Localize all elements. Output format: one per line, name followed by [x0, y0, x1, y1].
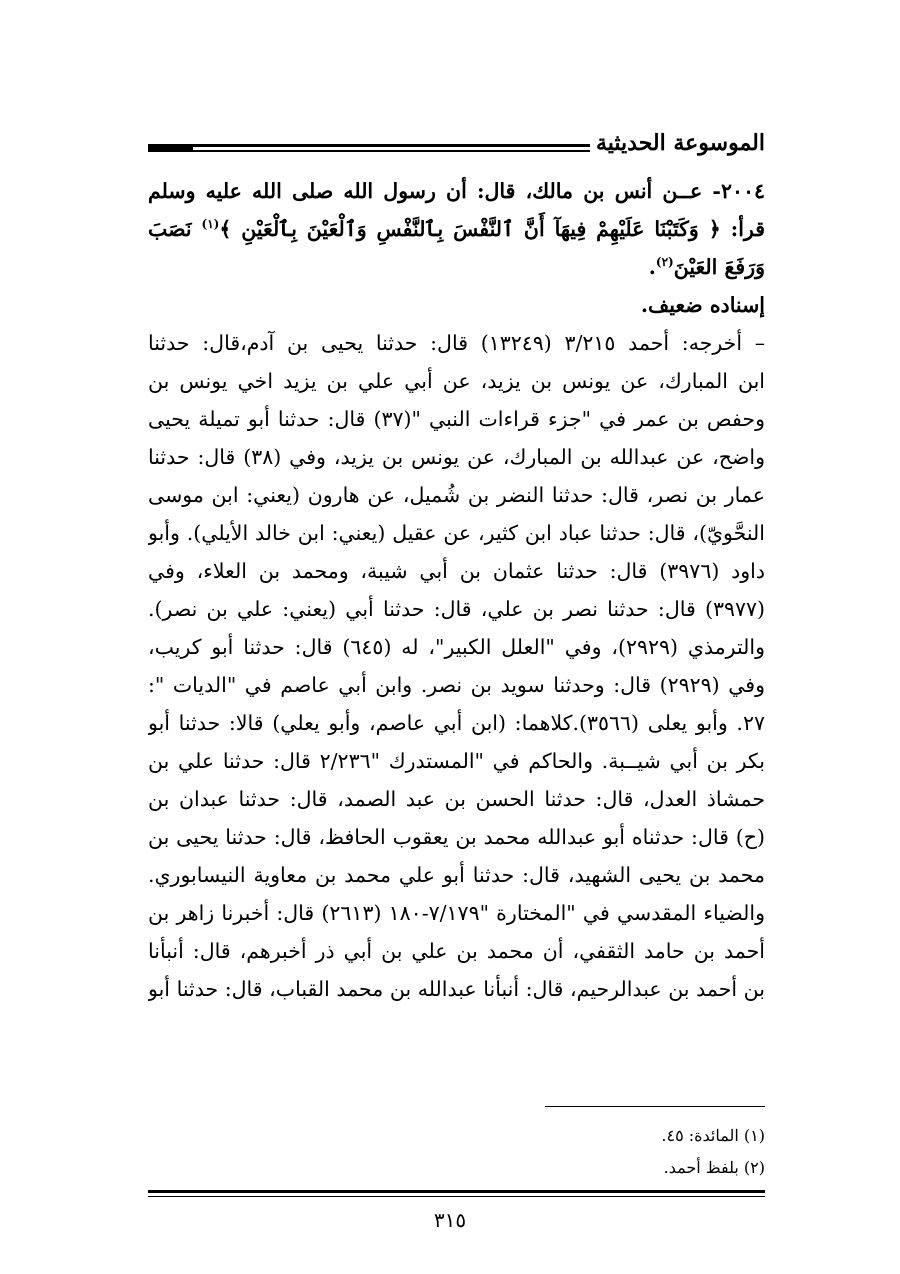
hadith-quran-prefix: قرأ: ﴿ — [698, 217, 765, 241]
isnad-grading: إسناده ضعيف. — [640, 293, 765, 317]
hadith-quran-suffix: نَصَبَ — [148, 217, 192, 241]
takhrij-line: (ح) قال: حدثناه أبو عبدالله محمد بن يعقوب الحافظ، قال: حدثنا يحيى بن — [148, 825, 765, 849]
takhrij-line: وفي (٢٩٢٩) قال: وحدثنا سويد بن نصر. وابن أبي عاصم في "الديات ": — [148, 673, 765, 697]
takhrij-line: والترمذي (٢٩٢٩)، وفي "العلل الكبير"، له (٦٤٥) قال: حدثنا أبو كريب، — [148, 635, 765, 659]
page-number: ٣١٥ — [433, 1208, 467, 1232]
takhrij-line: النحَّويّ)، قال: حدثنا عباد ابن كثير، عن عقيل (يعني: ابن خالد الأيلي). وأبو — [148, 521, 765, 545]
takhrij-line: واضح، عن عبدالله بن المبارك، عن يونس بن يزيد، وفي (٣٨) قال: حدثنا — [148, 445, 765, 469]
takhrij-line: ابن المبارك، عن يونس بن يزيد، عن أبي علي بن يزيد اخي يونس بن — [148, 369, 765, 393]
footnote-2: (٢) بلفظ أحمد. — [663, 1158, 765, 1177]
hadith-quran-line — [148, 210, 765, 248]
header-bar-end — [148, 146, 193, 151]
takhrij-line: – أخرجه: أحمد ٣/٢١٥ (١٣٢٤٩) قال: حدثنا يحيى بن آدم،قال: حدثنا — [148, 331, 765, 355]
hadith-last-end: . — [648, 255, 656, 279]
hadith-last-text: وَرَفَعَ العَيْنَ — [673, 255, 765, 279]
takhrij-line: عمار بن نصر، قال: حدثنا النضر بن شُميل، عن هارون (يعني: ابن موسى — [148, 483, 765, 507]
takhrij-line: بكر بن أبي شيــبة. والحاكم في "المستدرك "٢/٢٣٦ قال: حدثنا علي بن — [148, 749, 765, 773]
takhrij-line: محمد بن يحيى الشهيد، قال: حدثنا أبو علي محمد بن معاوية النيسابوري. — [148, 863, 765, 887]
takhrij-line: أحمد بن حامد الثقفي، أن محمد بن علي بن أبي ذر أخبرهم، قال: أنبأنا — [148, 939, 765, 963]
running-header — [148, 122, 765, 158]
footnote-separator — [545, 1106, 765, 1107]
takhrij-line: داود (٣٩٧٦) قال: حدثنا عثمان بن أبي شيبة، ومحمد بن العلاء، وفي — [148, 559, 765, 583]
takhrij-line: والضياء المقدسي في "المختارة "٧/١٧٩-١٨٠ (٢٦١٣) قال: أخبرنا زاهر بن — [148, 901, 765, 925]
hadith-intro: ٢٠٠٤- عــن أنس بن مالك، قال: أن رسول الله صلى الله عليه وسلم — [148, 179, 765, 203]
hadith-last-line — [148, 248, 765, 286]
quran-verse: وَكَتَبْنَا عَلَيْهِمْ فِيهَآ أَنَّ ٱلنَّفْسَ بِٱلنَّفْسِ وَٱلْعَيْنَ بِٱلْعَيْنِ — [241, 217, 699, 241]
takhrij-line: (٣٩٧٧) قال: حدثنا نصر بن علي، قال: حدثنا أبي (يعني: علي بن نصر). — [148, 597, 765, 621]
takhrij-line: بن أحمد بن عبدالرحيم، قال: أنبأنا عبدالله بن محمد القباب، قال: حدثنا أبو — [148, 977, 765, 1001]
footnotes — [365, 1120, 765, 1184]
takhrij-line: وحفص بن عمر في "جزء قراءات النبي "(٣٧) قال: حدثنا أبو تميلة يحيى — [148, 407, 765, 431]
footnote-ref-1[interactable]: (١) — [201, 217, 220, 232]
footnote-1: (١) المائدة: ٤٥. — [661, 1126, 765, 1145]
bottom-rule-thin — [148, 1196, 765, 1197]
takhrij-line: ٢٧. وأبو يعلى (٣٥٦٦).كلاهما: (ابن أبي عاصم، وأبو يعلي) قالا: حدثنا أبو — [148, 711, 765, 735]
footnote-ref-2[interactable]: (٢) — [655, 255, 674, 270]
takhrij-line: حمشاذ العدل، قال: حدثنا الحسن بن عبد الصمد، قال: حدثنا عبدان بن — [148, 787, 765, 811]
bottom-rule — [148, 1190, 765, 1193]
header-title: الموسوعة الحديثية — [590, 128, 765, 158]
quran-close-bracket: ﴾ — [219, 217, 242, 241]
main-text — [148, 172, 765, 1008]
